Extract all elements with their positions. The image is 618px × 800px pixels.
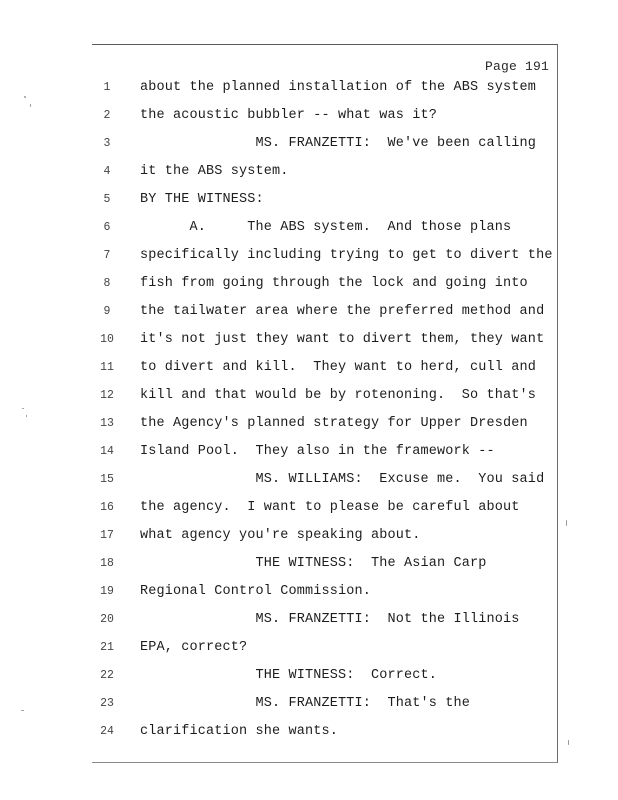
line-number: 17 xyxy=(100,529,114,542)
transcript-line: about the planned installation of the ABS system xyxy=(140,80,537,95)
line-number: 5 xyxy=(103,193,111,206)
transcript-line: MS. FRANZETTI: Not the Illinois xyxy=(140,612,520,627)
page-number: Page 191 xyxy=(484,59,549,74)
scan-speck xyxy=(26,415,27,417)
line-number: 2 xyxy=(103,109,111,122)
transcript-line: Island Pool. They also in the framework -- xyxy=(140,444,495,459)
transcript-line: MS. FRANZETTI: We've been calling xyxy=(140,136,537,151)
transcript-line: Regional Control Commission. xyxy=(140,584,372,599)
scan-speck xyxy=(566,520,567,526)
scan-speck xyxy=(568,740,569,745)
transcript-line: fish from going through the lock and going into xyxy=(140,276,528,291)
scan-speck xyxy=(21,710,24,711)
transcript-line: the Agency's planned strategy for Upper Dresden xyxy=(140,416,528,431)
transcript-line: it the ABS system. xyxy=(140,164,289,179)
line-number: 11 xyxy=(100,361,114,374)
line-number: 9 xyxy=(103,305,111,318)
line-number: 16 xyxy=(100,501,114,514)
transcript-line: THE WITNESS: The Asian Carp xyxy=(140,556,487,571)
line-number: 24 xyxy=(100,725,114,738)
line-number: 1 xyxy=(103,81,111,94)
transcript-line: EPA, correct? xyxy=(140,640,248,655)
line-number: 13 xyxy=(100,417,114,430)
line-number: 3 xyxy=(103,137,111,150)
line-number: 22 xyxy=(100,669,114,682)
transcript-line: MS. FRANZETTI: That's the xyxy=(140,696,471,711)
transcript-line: the tailwater area where the preferred method and xyxy=(140,304,545,319)
transcript-line: kill and that would be by rotenoning. So that's xyxy=(140,388,537,403)
transcript-line: MS. WILLIAMS: Excuse me. You said xyxy=(140,472,545,487)
line-number: 23 xyxy=(100,697,114,710)
line-number: 21 xyxy=(100,641,114,654)
line-number: 12 xyxy=(100,389,114,402)
line-number: 20 xyxy=(100,613,114,626)
transcript-line: A. The ABS system. And those plans xyxy=(140,220,512,235)
transcript-line: clarification she wants. xyxy=(140,724,339,739)
line-number: 15 xyxy=(100,473,114,486)
transcript-line: THE WITNESS: Correct. xyxy=(140,668,438,683)
line-number: 8 xyxy=(103,277,111,290)
transcript-page xyxy=(92,44,558,763)
line-number: 7 xyxy=(103,249,111,262)
transcript-line: the agency. I want to please be careful about xyxy=(140,500,520,515)
line-number: 18 xyxy=(100,557,114,570)
scan-speck xyxy=(30,104,31,107)
transcript-line: to divert and kill. They want to herd, cull and xyxy=(140,360,537,375)
line-number: 10 xyxy=(100,333,114,346)
transcript-line: specifically including trying to get to divert the xyxy=(140,248,553,263)
line-number: 14 xyxy=(100,445,114,458)
line-number: 19 xyxy=(100,585,114,598)
transcript-line: it's not just they want to divert them, they want xyxy=(140,332,545,347)
line-number: 4 xyxy=(103,165,111,178)
transcript-line: what agency you're speaking about. xyxy=(140,528,421,543)
transcript-line: BY THE WITNESS: xyxy=(140,192,264,207)
scan-speck xyxy=(22,408,24,409)
scan-speck xyxy=(24,96,26,98)
line-number: 6 xyxy=(103,221,111,234)
transcript-line: the acoustic bubbler -- what was it? xyxy=(140,108,438,123)
